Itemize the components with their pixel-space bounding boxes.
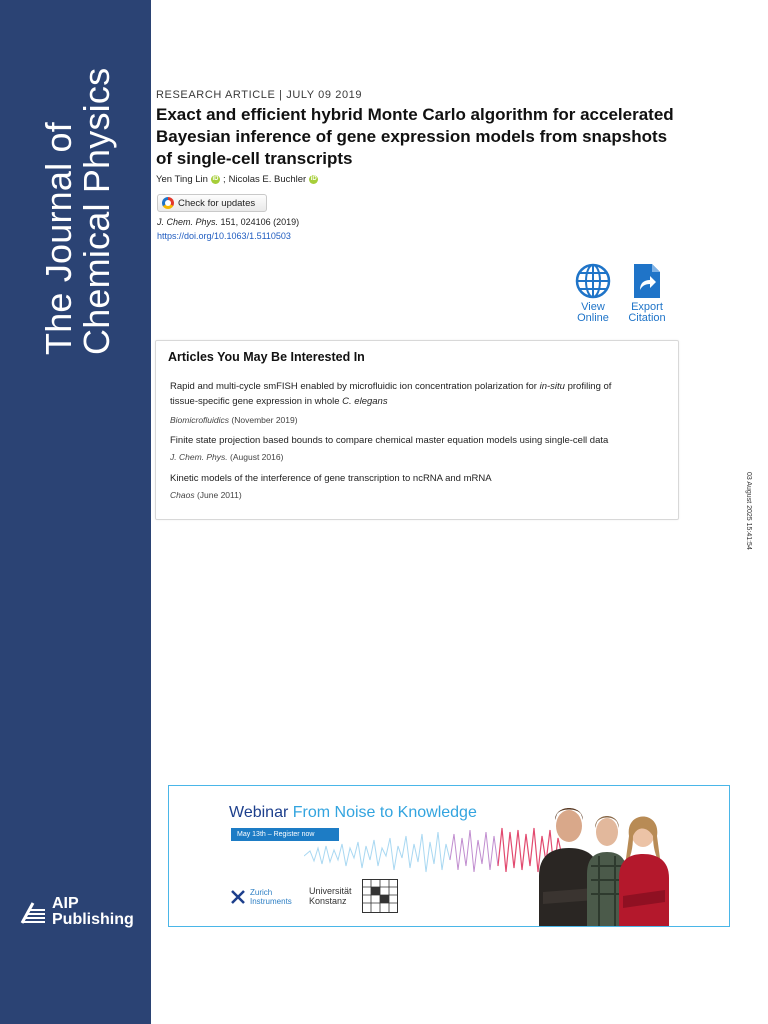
view-online-button[interactable]: View Online — [572, 263, 614, 324]
export-citation-button[interactable]: Export Citation — [623, 263, 671, 324]
citation-details: 151, 024106 (2019) — [220, 217, 300, 227]
check-for-updates-button[interactable] — [157, 194, 267, 212]
zurich-instruments-logo: Zurich Instruments — [231, 888, 292, 906]
author-link[interactable]: Yen Ting Lin — [156, 174, 208, 185]
author-link[interactable]: Nicolas E. Buchler — [228, 174, 307, 185]
crossmark-icon — [162, 197, 174, 209]
globe-icon — [575, 263, 611, 299]
journal-sidebar — [0, 0, 151, 1024]
article-meta — [156, 89, 362, 101]
related-article-link[interactable]: Rapid and multi-cycle smFISH enabled by microfluidic ion concentration polarization for in-situ profiling of tissue-specific gene expression in whole C. elegans — [170, 381, 612, 407]
related-articles-panel — [155, 340, 679, 520]
aip-logo-icon — [18, 899, 48, 925]
aip-publishing-logo[interactable] — [18, 896, 134, 928]
author-separator: ; — [222, 174, 226, 185]
uni-konstanz-logo: Universität Konstanz — [309, 886, 352, 906]
zurich-x-icon — [231, 890, 245, 904]
related-article-source: Chaos (June 2011) — [170, 490, 242, 500]
export-document-icon — [632, 263, 662, 299]
register-now-button[interactable]: May 13th – Register now — [231, 828, 339, 841]
download-timestamp: 03 August 2025 15:41:54 — [745, 472, 752, 550]
ad-title: Webinar From Noise to Knowledge — [229, 804, 477, 821]
related-article-link[interactable]: Finite state projection based bounds to compare chemical master equation models using single-cell data — [170, 435, 609, 446]
related-articles-heading: Articles You May Be Interested In — [168, 350, 365, 364]
aip-logo-text: AIP Publishing — [52, 895, 134, 928]
article-type: RESEARCH ARTICLE — [156, 89, 276, 101]
article-title: Exact and efficient hybrid Monte Carlo algorithm for accelerated Bayesian inference of gene expression models from snapshots of single-cell transcripts — [156, 105, 674, 168]
orcid-icon[interactable]: iD — [310, 176, 317, 182]
related-article-source: Biomicrofluidics (November 2019) — [170, 415, 298, 425]
doi-link[interactable]: https://doi.org/10.1063/1.5110503 — [157, 231, 291, 241]
webinar-presenters-photo — [537, 796, 677, 927]
check-updates-label: Check for updates — [178, 197, 256, 209]
journal-abbrev: J. Chem. Phys. — [157, 217, 219, 227]
related-article-source: J. Chem. Phys. (August 2016) — [170, 452, 284, 462]
orcid-icon[interactable]: iD — [212, 176, 219, 182]
signal-wave-graphic — [304, 826, 564, 876]
meta-separator: | — [279, 89, 283, 101]
related-article-link[interactable]: Kinetic models of the interference of gene transcription to ncRNA and mRNA — [170, 473, 492, 484]
journal-title: The Journal of Chemical Physics — [38, 67, 117, 355]
article-date: JULY 09 2019 — [286, 89, 363, 101]
webinar-ad-banner[interactable] — [168, 785, 730, 927]
author-list — [156, 174, 318, 185]
citation — [157, 217, 299, 227]
konstanz-grid-icon — [362, 879, 398, 913]
